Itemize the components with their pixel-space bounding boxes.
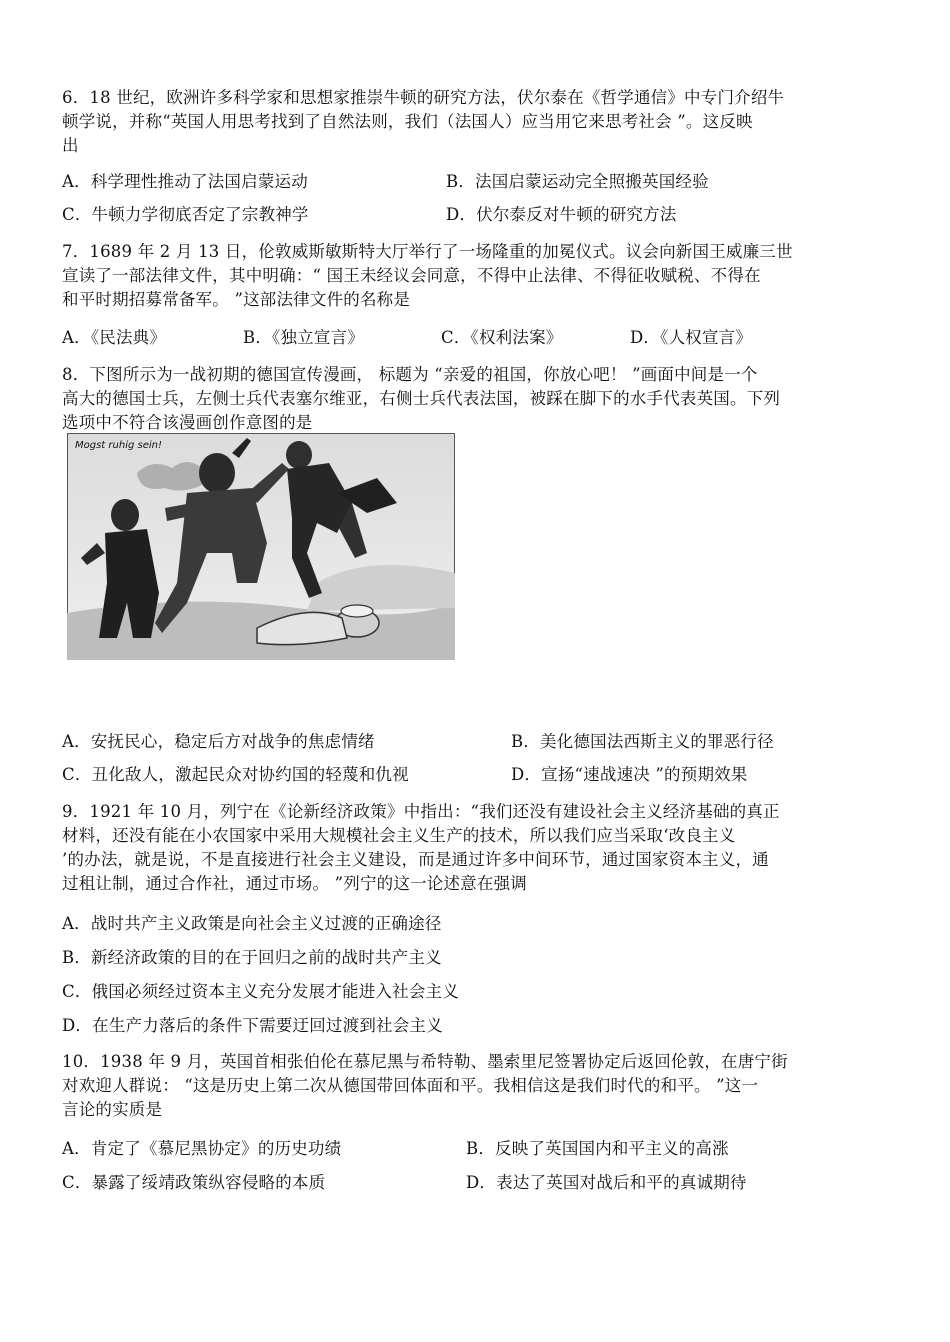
q10-option-a: A．肯定了《慕尼黑协定》的历史功绩 — [62, 1139, 342, 1158]
q10-line-2: 对欢迎人群说： “这是历史上第二次从德国带回体面和平。我相信这是我们时代的和平。 ”这一 — [62, 1076, 759, 1095]
q7-line-2: 宣读了一部法律文件，其中明确：“ 国王未经议会同意，不得中止法律、不得征收赋税、不得在 — [62, 266, 761, 285]
q6-option-b: B．法国启蒙运动完全照搬英国经验 — [446, 172, 709, 191]
propaganda-cartoon-image — [67, 433, 455, 660]
q10-line-3: 言论的实质是 — [62, 1100, 163, 1119]
q9-option-c: C．俄国必须经过资本主义充分发展才能进入社会主义 — [62, 982, 459, 1001]
q9-line-4: 过租让制，通过合作社，通过市场。 ”列宁的这一论述意在强调 — [62, 874, 527, 893]
q8-option-d: D．宣扬“速战速决 ”的预期效果 — [511, 765, 748, 784]
q10-option-b: B．反映了英国国内和平主义的高涨 — [466, 1139, 729, 1158]
q7-line-1: 7．1689 年 2 月 13 日，伦敦威斯敏斯特大厅举行了一场隆重的加冕仪式。议会向新国王威廉三世 — [62, 242, 793, 261]
q6-line-3: 出 — [62, 136, 79, 155]
cartoon-caption: Mogst ruhig sein! — [75, 440, 162, 451]
q7-option-d: D．《人权宣言》 — [630, 328, 753, 347]
q9-line-3: ’的办法，就是说，不是直接进行社会主义建设，而是通过许多中间环节，通过国家资本主义，通 — [62, 850, 769, 869]
q9-line-2: 材料，还没有能在小农国家中采用大规模社会主义生产的技术，所以我们应当采取‘改良主义 — [62, 826, 736, 845]
q10-option-c: C．暴露了绥靖政策纵容侵略的本质 — [62, 1173, 326, 1192]
q6-option-d: D．伏尔泰反对牛顿的研究方法 — [446, 205, 677, 224]
q7-line-3: 和平时期招募常备军。 ”这部法律文件的名称是 — [62, 290, 411, 309]
q8-line-2: 高大的德国士兵，左侧士兵代表塞尔维亚，右侧士兵代表法国，被踩在脚下的水手代表英国。下列 — [62, 389, 781, 408]
q6-option-c: C．牛顿力学彻底否定了宗教神学 — [62, 205, 309, 224]
q8-option-c: C．丑化敌人，激起民众对协约国的轻蔑和仇视 — [62, 765, 409, 784]
q7-option-c: C．《权利法案》 — [441, 328, 563, 347]
q9-option-d: D．在生产力落后的条件下需要迂回过渡到社会主义 — [62, 1016, 443, 1035]
q6-line-2: 顿学说，并称“英国人用思考找到了自然法则，我们（法国人）应当用它来思考社会 ”。这反映 — [62, 112, 753, 131]
q9-line-1: 9．1921 年 10 月，列宁在《论新经济政策》中指出：“我们还没有建设社会主义经济基础的真正 — [62, 802, 780, 821]
q7-option-a: A．《民法典》 — [62, 328, 167, 347]
q8-line-3: 选项中不符合该漫画创作意图的是 — [62, 413, 313, 432]
q7-option-b: B．《独立宣言》 — [243, 328, 364, 347]
q10-line-1: 10．1938 年 9 月，英国首相张伯伦在慕尼黑与希特勒、墨索里尼签署协定后返回伦敦，在唐宁街 — [62, 1052, 788, 1071]
q8-option-b: B．美化德国法西斯主义的罪恶行径 — [511, 732, 774, 751]
q8-option-a: A．安抚民心，稳定后方对战争的焦虑情绪 — [62, 732, 375, 751]
q9-option-b: B．新经济政策的目的在于回归之前的战时共产主义 — [62, 948, 442, 967]
q9-option-a: A．战时共产主义政策是向社会主义过渡的正确途径 — [62, 914, 442, 933]
q6-option-a: A．科学理性推动了法国启蒙运动 — [62, 172, 308, 191]
q10-option-d: D．表达了英国对战后和平的真诚期待 — [466, 1173, 747, 1192]
q6-line-1: 6．18 世纪，欧洲许多科学家和思想家推崇牛顿的研究方法，伏尔泰在《哲学通信》中专门介绍牛 — [62, 88, 785, 107]
q8-line-1: 8．下图所示为一战初期的德国宣传漫画， 标题为 “亲爱的祖国，你放心吧！ ”画面中间是一个 — [62, 365, 758, 384]
